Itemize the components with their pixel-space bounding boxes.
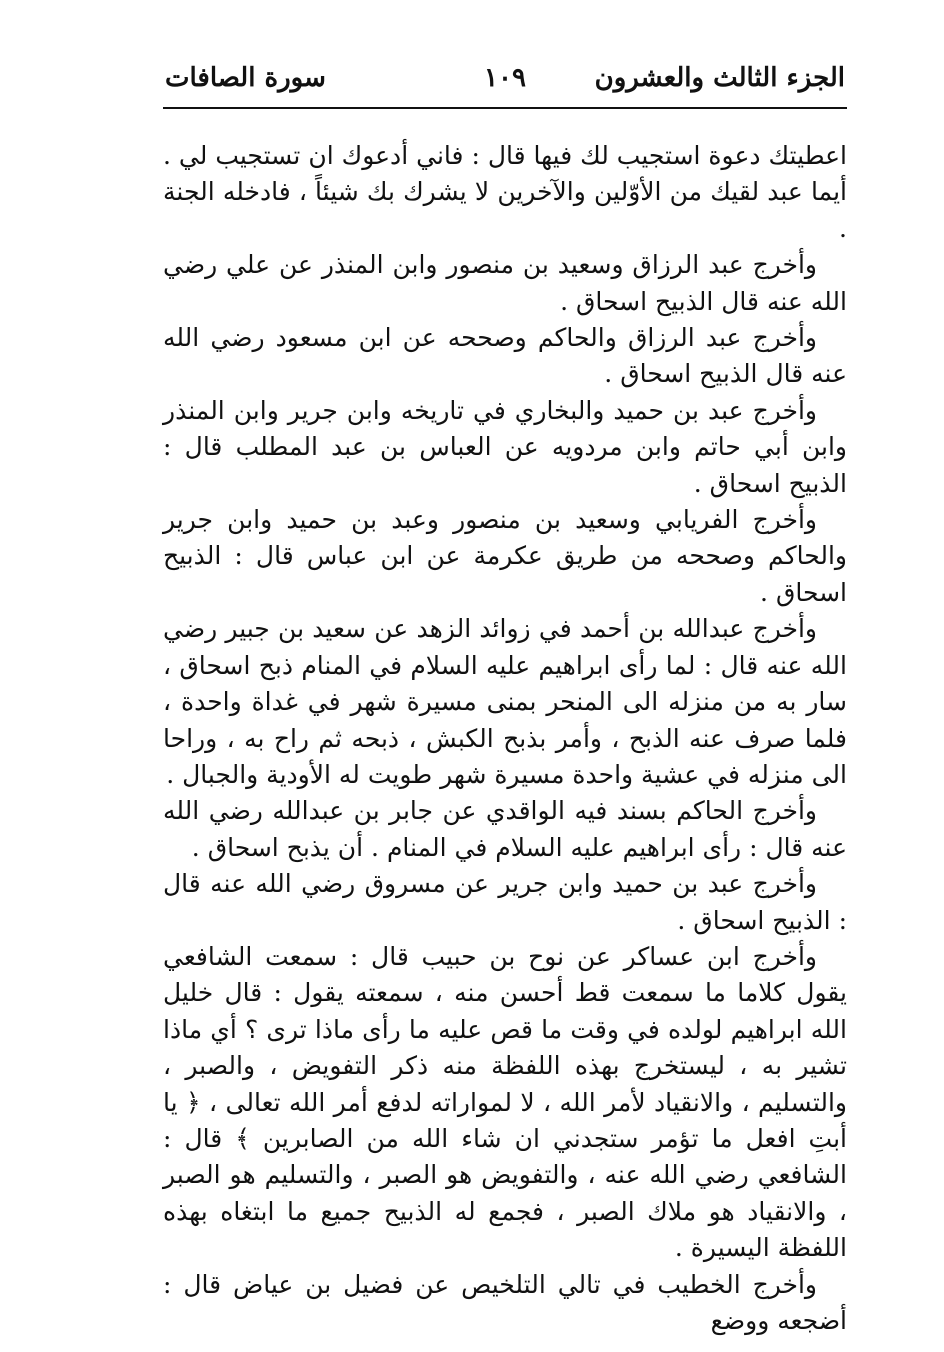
page-number: ١٠٩ (484, 63, 526, 93)
paragraph: وأخرج عبد بن حميد وابن جرير عن مسروق رضي الله عنه قال : الذبيح اسحاق . (163, 869, 847, 935)
paragraph: وأخرج عبدالله بن أحمد في زوائد الزهد عن سعيد بن جبير رضي الله عنه قال : لما رأى ابراهيم عليه السلام في المنام ذبح اسحاق ، سار به من منزله الى المنحر بمنى مسيرة شهر في غداة واحدة ، فلما صرف عنه الذبح ، وأمر بذبح الكبش ، ذبحه ثم راح به ، وراحا الى منزله في عشية واحدة مسيرة شهر طويت له الأودية والجبال . (163, 614, 847, 789)
paragraph: وأخرج الفريابي وسعيد بن منصور وعبد بن حميد وابن جرير والحاكم وصححه من طريق عكرمة عن ابن عباس قال : الذبيح اسحاق . (163, 505, 847, 607)
body-text (163, 138, 847, 1339)
paragraph: وأخرج عبد الرزاق وسعيد بن منصور وابن المنذر عن علي رضي الله عنه قال الذبيح اسحاق . (163, 250, 847, 316)
paragraph: وأخرج الحاكم بسند فيه الواقدي عن جابر بن عبدالله رضي الله عنه قال : رأى ابراهيم عليه السلام في المنام . أن يذبح اسحاق . (163, 796, 847, 862)
paragraph: وأخرج عبد بن حميد والبخاري في تاريخه وابن جرير وابن المنذر وابن أبي حاتم وابن مردويه عن العباس بن عبد المطلب قال : الذبيح اسحاق . (163, 395, 847, 498)
juz-title: الجزء الثالث والعشرون (594, 63, 845, 93)
page-header (165, 58, 845, 98)
paragraph: وأخرج الخطيب في تالي التلخيص عن فضيل بن عياض قال : أضجعه ووضع (163, 1269, 847, 1335)
surah-title: سورة الصافات (165, 63, 326, 93)
paragraph: وأخرج ابن عساكر عن نوح بن حبيب قال : سمعت الشافعي يقول كلاما ما سمعت قط أحسن منه ، سمعته يقول : قال خليل الله ابراهيم لولده في وقت ما قص عليه ما رأى ماذا ترى ؟ أي ماذا تشير به ، ليستخرج بهذه اللفظة منه ذكر التفويض ، والصبر ، والتسليم ، والانقياد لأمر الله ، لا لمواراته لدفع أمر الله تعالى ، ﴿ يا أبتِ افعل ما تؤمر ستجدني ان شاء الله من الصابرين ﴾ قال : الشافعي رضي الله عنه ، والتفويض هو الصبر ، والتسليم هو الصبر ، والانقياد هو ملاك الصبر ، فجمع له الذبيح جميع ما ابتغاه بهذه اللفظة اليسيرة . (163, 941, 847, 1263)
paragraph: وأخرج عبد الرزاق والحاكم وصححه عن ابن مسعود رضي الله عنه قال الذبيح اسحاق . (163, 323, 847, 389)
header-divider (163, 107, 847, 109)
paragraph: اعطيتك دعوة استجيب لك فيها قال : فاني أدعوك ان تستجيب لي . أيما عبد لقيك من الأوّلين والآخرين لا يشرك بك شيئاً ، فادخله الجنة . (163, 141, 847, 243)
